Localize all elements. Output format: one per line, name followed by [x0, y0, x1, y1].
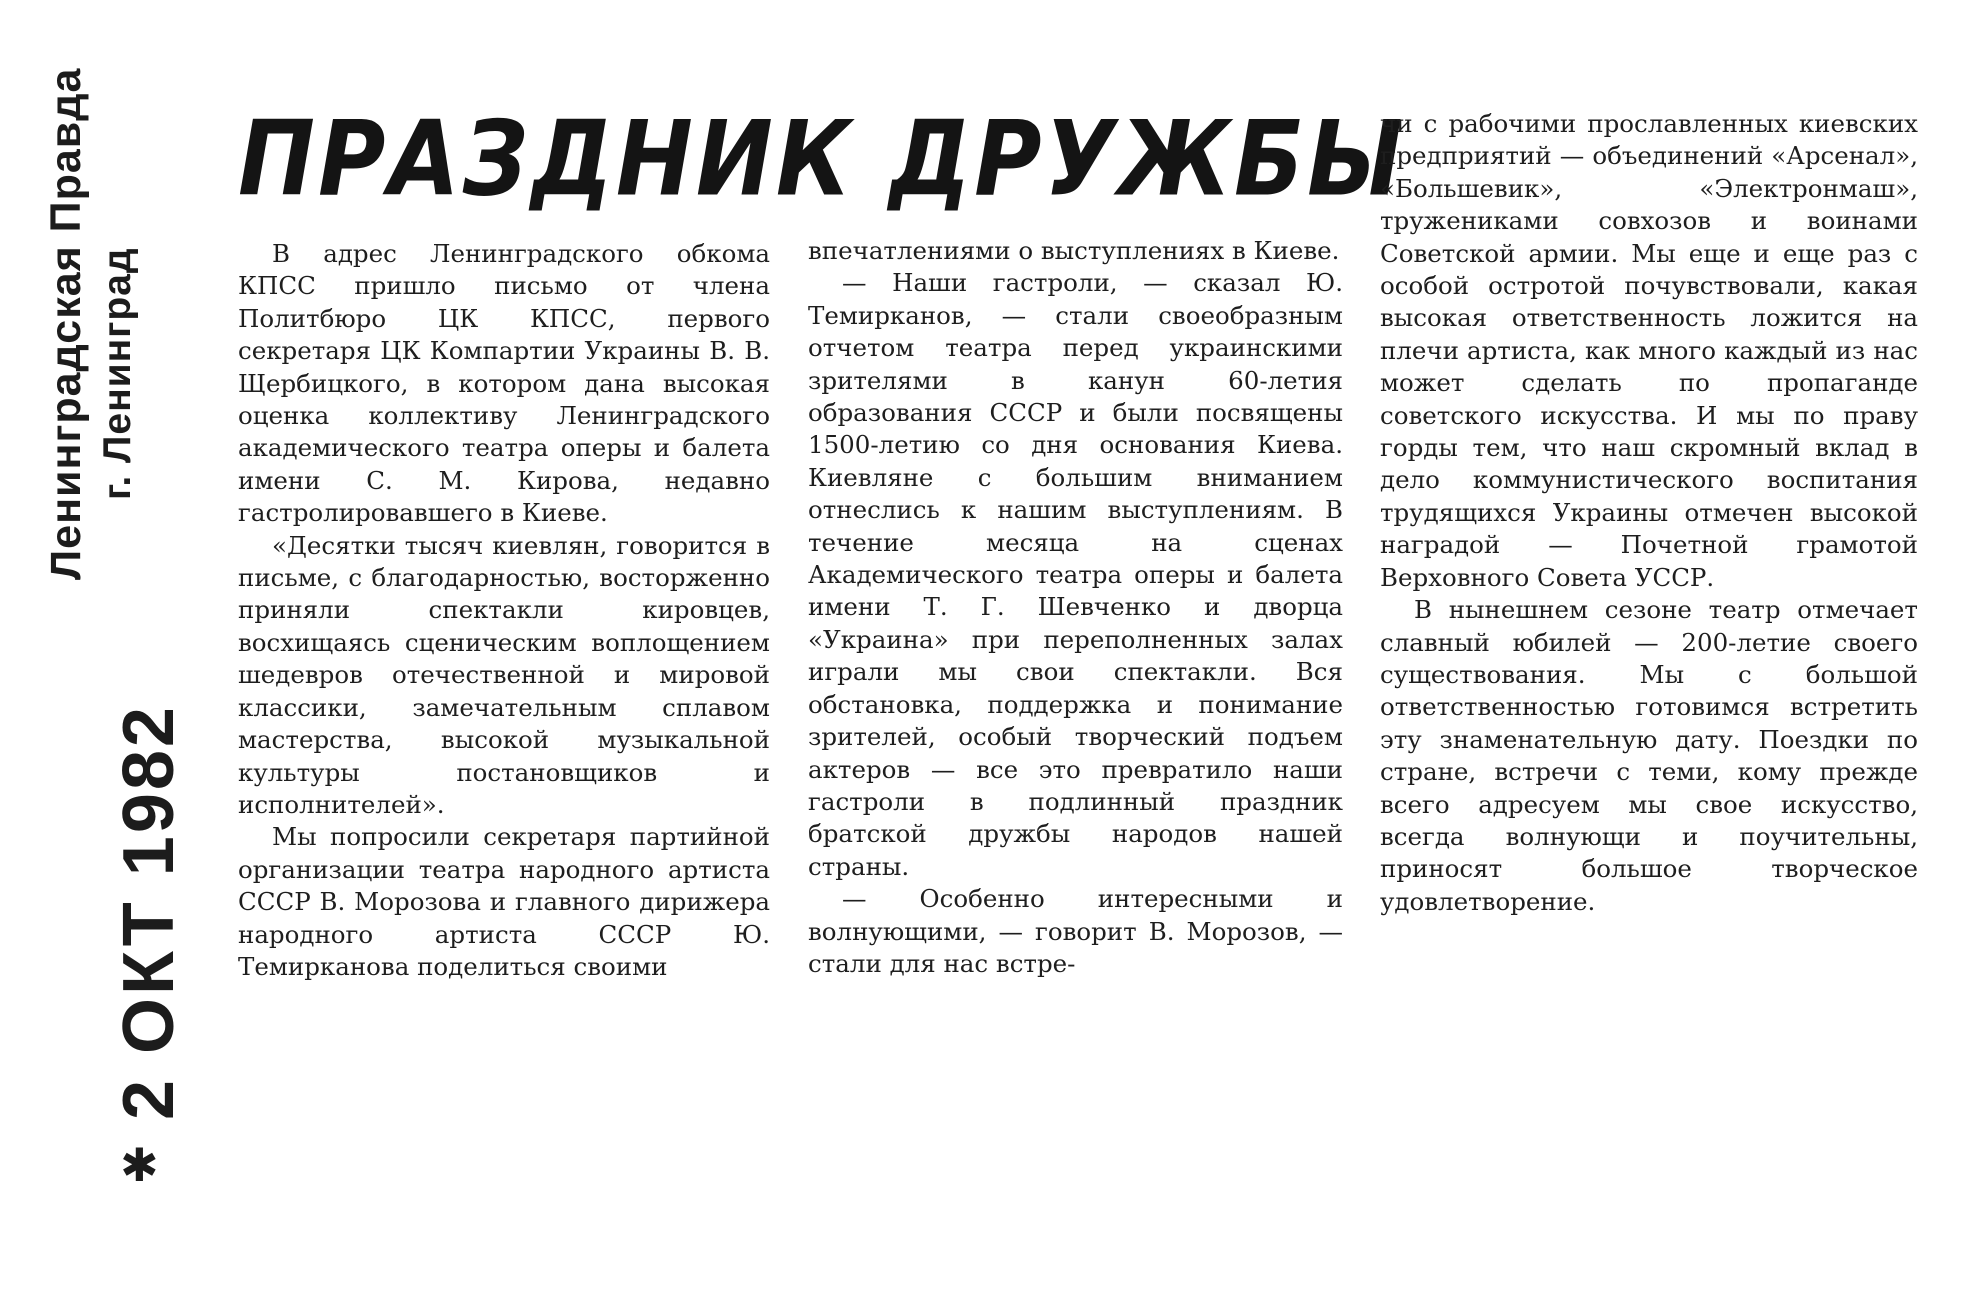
article-paragraph: В адрес Ленинградского обкома КПСС пришло письмо от члена Политбюро ЦК КПСС, первого секретаря ЦК Компартии Украины В. В. Щербицкого, в котором дана высокая оценка коллективу Ленинградского академического театра оперы и балета имени С. М. Кирова, недавно гастролировавшего в Киеве. — [238, 239, 770, 528]
article-column-3 — [1380, 108, 1918, 918]
article-paragraph: впечатлениями о выступлениях в Киеве. — [808, 236, 1340, 265]
article-paragraph: чи с рабочими прославленных киевских предприятий — объединений «Арсенал», «Большевик», «Электронмаш», тружениками совхозов и воинами Советской армии. Мы еще и еще раз с особой остротой почувствовали, какая высокая ответственность ложится на плечи артиста, как много каждый из нас может сделать по пропаганде советского искусства. И мы по праву горды тем, что наш скромный вклад в дело коммунистического воспитания трудящихся Украины отмечен высокой наградой — Почетной грамотой Верховного Совета УССР. — [1380, 109, 1918, 592]
stamp-city: г. Ленинград — [96, 247, 139, 500]
article-paragraph: Мы попросили секретаря партийной организации театра народного артиста СССР В. Морозова и главного дирижера народного артиста СССР Ю. Темирканова поделиться своими — [238, 822, 770, 981]
stamp-newspaper-name: Ленинградская Правда — [42, 67, 90, 580]
publication-stamp — [22, 67, 189, 1192]
article-paragraph: — Особенно интересными и волнующими, — говорит В. Морозов, — стали для нас встре- — [808, 884, 1343, 978]
stamp-date: 2 ОКТ 1982 — [109, 704, 189, 1120]
article-paragraph: В нынешнем сезоне театр отмечает славный юбилей — 200-летие своего существования. Мы с большой ответственностью готовимся встретить эту знаменательную дату. Поездки по стране, встречи с теми, кому прежде всего адресуем мы свое искусство, всегда волнующи и поучительны, приносят большое творческое удовлетворение. — [1380, 595, 1918, 916]
article-paragraph: «Десятки тысяч киевлян, говорится в письме, с благодарностью, восторженно приняли спектакли кировцев, восхищаясь сценическим воплощением шедевров отечественной и мировой классики, замечательным сплавом мастерства, высокой музыкальной культуры постановщиков и исполнителей». — [238, 530, 770, 819]
article-column-1 — [238, 238, 770, 983]
article-headline: ПРАЗДНИК ДРУЖБЫ — [238, 99, 1406, 220]
article-column-2 — [808, 235, 1343, 980]
stamp-asterisk-icon: ✱ — [120, 1138, 159, 1192]
article-paragraph: — Наши гастроли, — сказал Ю. Темирканов, — стали своеобразным отчетом театра перед украинскими зрителями в канун 60-летия образования СССР и были посвящены 1500-летию со дня основания Киева. Киевляне с большим вниманием отнеслись к нашим выступлениям. В течение месяца на сценах Академического театра оперы и балета имени Т. Г. Шевченко и дворца «Украина» при переполненных залах играли мы свои спектакли. Вся обстановка, поддержка и понимание зрителей, особый творческий подъем актеров — все это превратило наши гастроли в подлинный праздник братской дружбы народов нашей страны. — [808, 268, 1343, 881]
